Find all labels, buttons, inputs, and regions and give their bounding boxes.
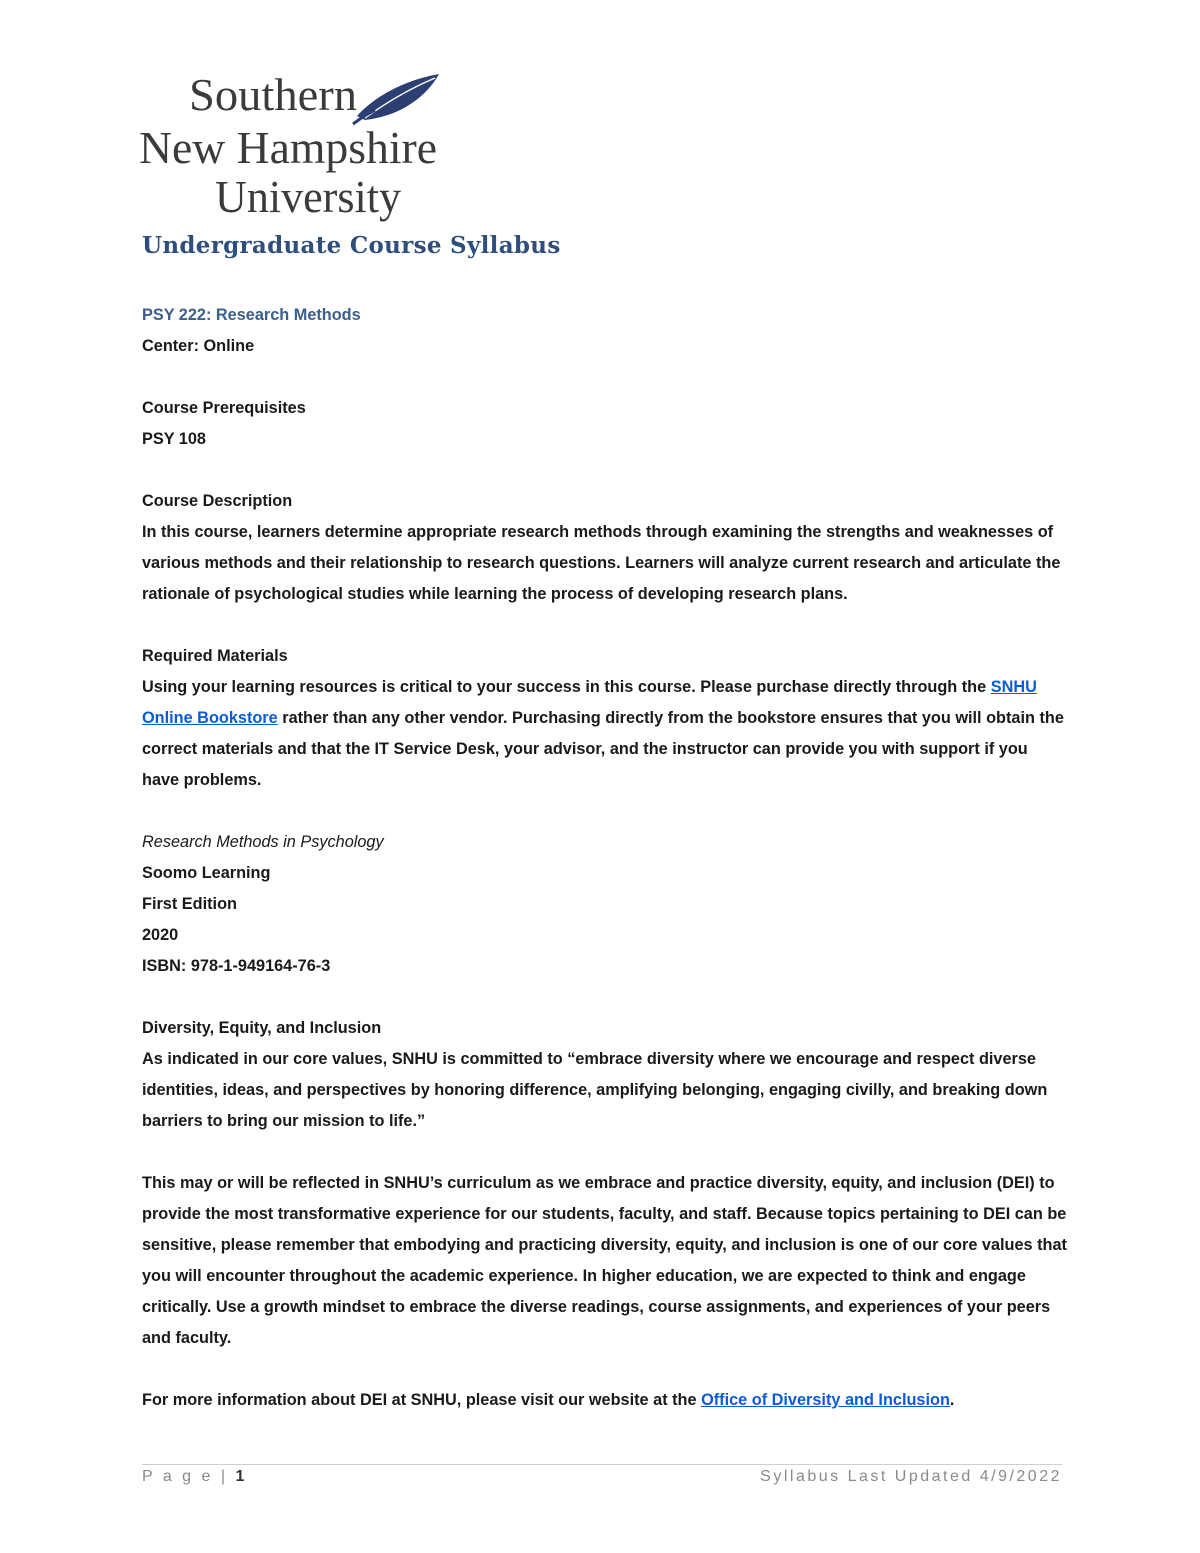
logo-word-new-hampshire: New Hampshire: [139, 122, 437, 173]
book-year: 2020: [142, 926, 179, 944]
dei-paragraph-2: This may or will be reflected in SNHU’s curriculum as we embrace and practice diversity, equity, and inclusion (DEI) to provide the most transformative experience for our students, faculty, and staff. Because topics pertaining to DEI can be sensitive, please remember that embodying and practicing diversity, equity, and inclusion is one of our core values that you will encounter throughout the academic experience. In higher education, we are expected to think and engage critically. Use a growth mindset to embrace the diverse readings, course assignments, and experiences of your peers and faculty.: [142, 1174, 1067, 1347]
footer-page-number: 1: [235, 1468, 248, 1485]
materials-text-before: Using your learning resources is critical to your success in this course. Please purchase directly through the: [142, 678, 991, 696]
logo-word-university: University: [215, 171, 401, 222]
dei-heading: Diversity, Equity, and Inclusion: [142, 1019, 382, 1037]
book-edition: First Edition: [142, 895, 237, 913]
syllabus-body: [142, 300, 1067, 1416]
prerequisites-value: PSY 108: [142, 430, 206, 448]
spacer: [142, 982, 1067, 1013]
book-title: Research Methods in Psychology: [142, 833, 384, 851]
snhu-bookstore-link[interactable]: SNHU Online Bookstore: [142, 678, 1037, 727]
footer-divider: [142, 1464, 1062, 1465]
diversity-office-link[interactable]: Office of Diversity and Inclusion: [701, 1391, 950, 1409]
materials-text: [142, 672, 1067, 796]
dei-more-before: For more information about DEI at SNHU, please visit our website at the: [142, 1391, 702, 1409]
spacer: [142, 610, 1067, 641]
book-isbn: ISBN: 978-1-949164-76-3: [142, 957, 331, 975]
spacer: [142, 796, 1067, 827]
spacer: [142, 455, 1067, 486]
spacer: [142, 1137, 1067, 1168]
feather-leaf-icon: [353, 74, 439, 124]
spacer: [142, 362, 1067, 393]
prerequisites-heading: Course Prerequisites: [142, 399, 306, 417]
footer-page-label: P a g e |: [142, 1468, 236, 1485]
materials-text-after: rather than any other vendor. Purchasing directly from the bookstore ensures that you will obtain the correct materials and that the IT Service Desk, your advisor, and the instructor can provide you with support if you have problems.: [142, 709, 1064, 789]
dei-more-after: .: [949, 1391, 955, 1409]
course-code-title: PSY 222: Research Methods: [142, 306, 361, 324]
logo-word-southern: Southern: [189, 69, 357, 120]
snhu-logo: [139, 66, 449, 226]
book-publisher: Soomo Learning: [142, 864, 271, 882]
snhu-logo-graphic: [139, 66, 449, 226]
description-heading: Course Description: [142, 492, 293, 510]
spacer: [142, 1354, 1067, 1385]
materials-heading: Required Materials: [142, 647, 288, 665]
dei-paragraph-1: As indicated in our core values, SNHU is committed to “embrace diversity where we encourage and respect diverse identities, ideas, and perspectives by honoring difference, amplifying belonging, engaging civilly, and breaking down barriers to bring our mission to life.”: [142, 1050, 1048, 1130]
description-text: In this course, learners determine appropriate research methods through examining the strengths and weaknesses of various methods and their relationship to research questions. Learners will analyze current research and articulate the rationale of psychological studies while learning the process of developing research plans.: [142, 523, 1061, 603]
course-center: Center: Online: [142, 337, 255, 355]
document-title: Undergraduate Course Syllabus: [142, 232, 561, 259]
footer-last-updated: Syllabus Last Updated 4/9/2022: [760, 1468, 1062, 1485]
dei-more-info: [142, 1385, 1067, 1416]
footer-page-indicator: [142, 1468, 247, 1486]
